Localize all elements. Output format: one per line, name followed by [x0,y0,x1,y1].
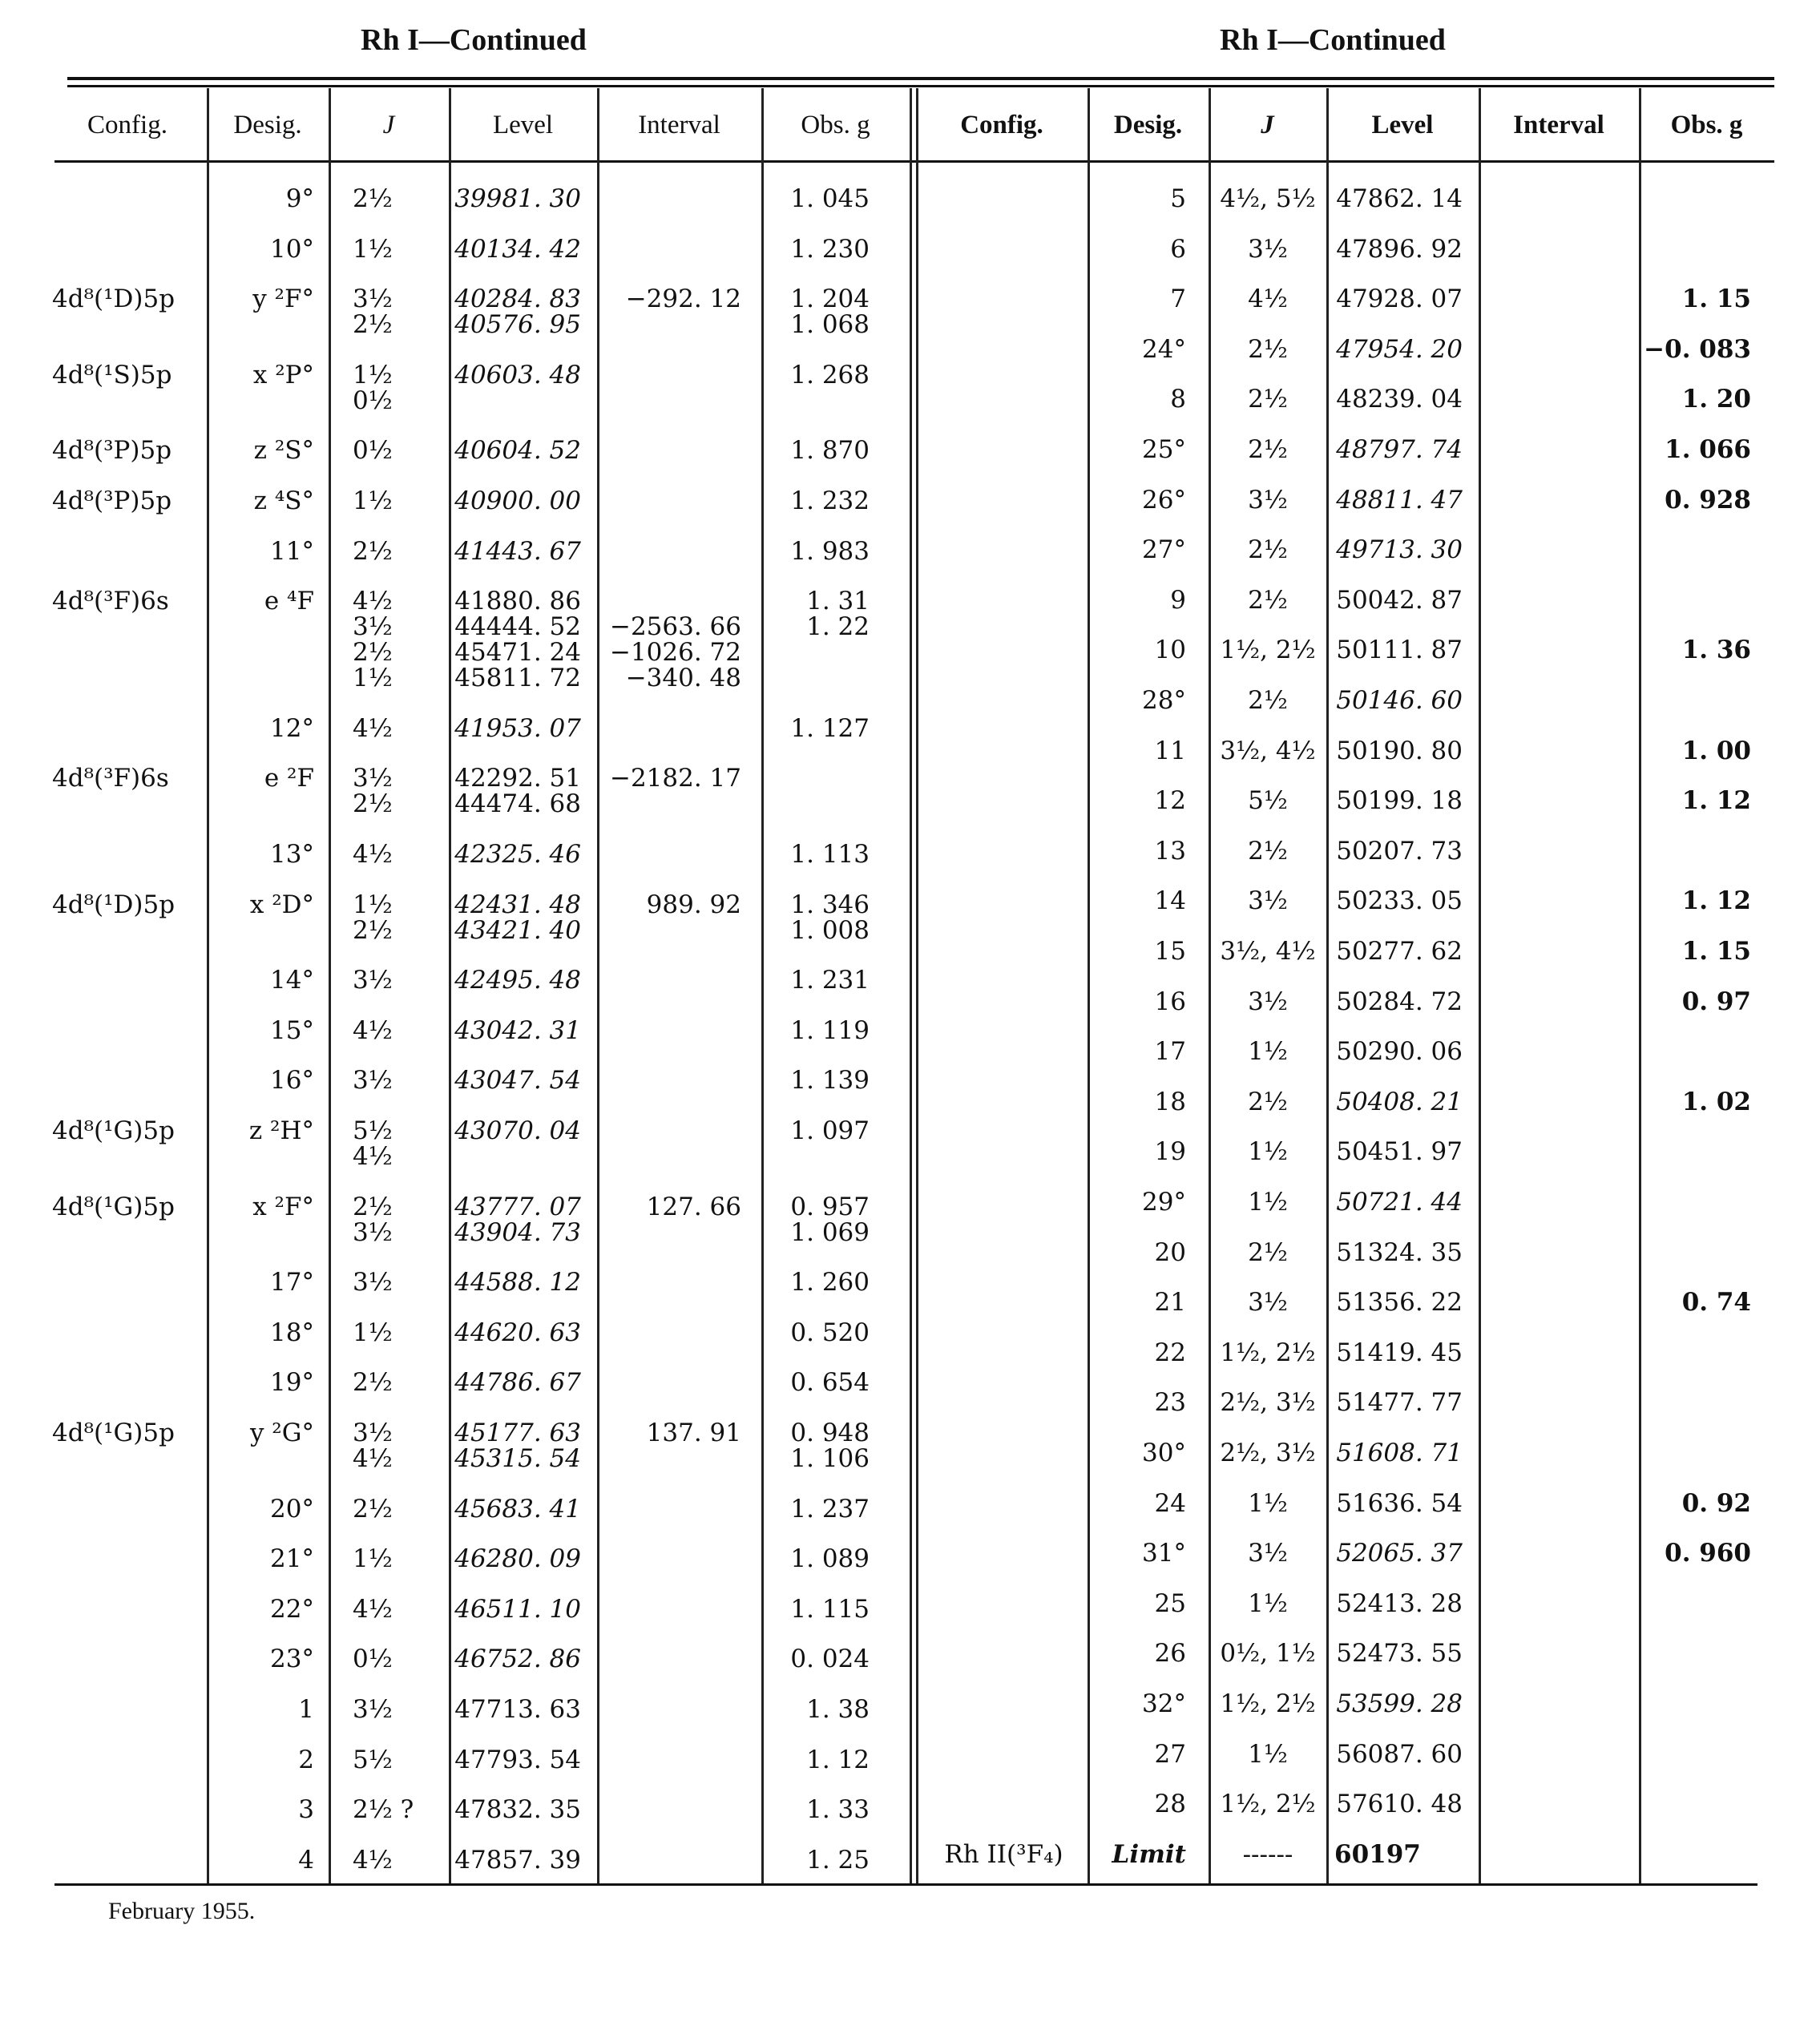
obs-g-cell: 1. 066 [1665,435,1751,464]
obs-g-cell: 1. 12 [1681,786,1751,816]
obs-g-cell: 1. 38 [806,1695,870,1724]
left-table-title: Rh I—Continued [361,23,587,57]
level-cell: 50290. 06 [1336,1037,1463,1067]
j-cell: 3½, 4½ [1220,736,1316,765]
desig-cell: y ²G° [249,1419,314,1447]
level-cell: 51324. 35 [1336,1237,1463,1267]
desig-cell: 19° [270,1368,314,1398]
j-cell: 3½ [353,1268,393,1298]
desig-cell: 28° [1142,686,1186,715]
desig-cell: 27° [1142,535,1186,565]
level-cell: 41880. 86 44444. 52 45471. 24 45811. 72 [454,587,581,693]
obs-g-cell: 0. 74 [1681,1288,1751,1318]
j-cell: 3½ [1248,1539,1288,1568]
level-cell: 47793. 54 [454,1745,581,1774]
desig-cell: 27 [1154,1739,1186,1769]
left-header-j: J [382,111,395,139]
desig-cell: 11 [1154,736,1186,765]
j-cell: 1½ 0½ [353,360,393,415]
obs-g-cell: 1. 231 [790,966,870,995]
desig-cell: 12° [270,713,314,743]
right-header-obs-g: Obs. g [1670,111,1743,139]
left-header-level: Level [492,111,554,139]
j-cell: 2½ [1248,535,1288,565]
top-double-rule-1 [67,77,1774,80]
col-divider [1209,88,1211,1883]
obs-g-cell: 0. 960 [1665,1539,1751,1568]
desig-cell: 19 [1154,1137,1186,1167]
obs-g-cell: 1. 230 [790,234,870,264]
j-cell: 2½, 3½ [1220,1439,1316,1467]
level-cell: 44786. 67 [454,1368,581,1398]
j-cell: 3½ [1248,485,1288,515]
level-cell: 46511. 10 [454,1594,581,1624]
config-cell: 4d⁸(¹D)5p [52,890,176,919]
desig-cell: 17° [270,1268,314,1298]
level-cell: 46752. 86 [454,1645,581,1674]
config-cell: 4d⁸(¹G)5p [52,1419,175,1447]
level-cell: 40284. 83 40576. 95 [454,285,581,340]
level-cell: 42431. 48 43421. 40 [454,890,581,945]
obs-g-cell: 1. 260 [790,1268,870,1298]
center-double-divider-a [910,88,912,1883]
level-cell: 51608. 71 [1336,1439,1463,1467]
j-cell: 3½ [353,1695,393,1724]
desig-cell: x ²D° [249,890,314,919]
desig-cell: 24 [1154,1488,1186,1518]
desig-cell: 28 [1154,1790,1186,1819]
j-cell: 3½ 2½ [353,285,393,340]
j-cell: 3½ [353,1066,393,1096]
desig-cell: 22° [270,1594,314,1624]
interval-cell: 137. 91 [646,1419,741,1447]
level-cell: 45177. 63 45315. 54 [454,1419,581,1473]
level-cell: 46280. 09 [454,1544,581,1574]
j-cell: 2½ [353,536,393,566]
j-cell: 4½ [353,840,393,869]
obs-g-cell: 1. 045 [790,184,870,213]
j-cell: 3½ 4½ [353,1419,393,1473]
j-cell: 4½ 3½ 2½ 1½ [353,587,393,693]
j-cell: 2½ [1248,385,1288,414]
level-cell: 42495. 48 [454,966,581,995]
desig-cell: 4 [298,1845,314,1875]
level-cell: 60197 [1334,1839,1421,1869]
j-cell: 1½ [353,234,393,264]
level-cell: 50284. 72 [1336,987,1463,1016]
j-cell: 2½ [1248,1087,1288,1116]
obs-g-cell: 1. 115 [790,1594,870,1624]
j-cell: 5½ 4½ [353,1116,393,1171]
desig-cell: 13 [1154,836,1186,866]
obs-g-cell: 1. 00 [1681,736,1751,765]
j-cell: 1½ [1248,1488,1288,1518]
j-cell: 2½ 3½ [353,1192,393,1247]
level-cell: 47954. 20 [1336,334,1463,364]
left-header-config: Config. [87,111,167,139]
j-cell: 1½ [1248,1739,1288,1769]
j-cell: 4½ [353,1594,393,1624]
level-cell: 52473. 55 [1336,1639,1463,1669]
j-cell: 4½ [353,1845,393,1875]
level-cell: 47832. 35 [454,1795,581,1825]
col-divider [1326,88,1329,1883]
j-cell: 1½, 2½ [1220,1338,1316,1367]
desig-cell: 14° [270,966,314,995]
j-cell: 1½ [1248,1188,1288,1217]
level-cell: 50146. 60 [1336,686,1463,715]
obs-g-cell: −0. 083 [1644,334,1751,364]
j-cell: 0½ [353,1645,393,1674]
desig-cell: 14 [1154,886,1186,916]
desig-cell: x ²P° [252,360,314,389]
j-cell: 1½ [353,1544,393,1574]
level-cell: 50042. 87 [1336,585,1463,615]
j-cell: 1½ [1248,1137,1288,1167]
level-cell: 45683. 41 [454,1494,581,1524]
j-cell: 0½, 1½ [1220,1639,1316,1669]
level-cell: 51636. 54 [1336,1488,1463,1518]
right-header-config: Config. [960,111,1043,139]
desig-cell: 10° [270,234,314,264]
desig-cell: 23 [1154,1388,1186,1418]
col-divider [449,88,451,1883]
level-cell: 57610. 48 [1336,1790,1463,1819]
desig-cell: 9 [1170,585,1186,615]
j-cell: 1½, 2½ [1220,1689,1316,1718]
left-header-obs-g: Obs. g [801,111,870,139]
j-cell: 3½ [1248,1288,1288,1318]
level-cell: 42292. 51 44474. 68 [454,764,581,819]
desig-cell: Limit [1112,1839,1186,1869]
desig-cell: 31° [1142,1539,1186,1568]
level-cell: 50111. 87 [1336,636,1463,665]
right-header-j: J [1261,111,1274,139]
desig-cell: 2 [298,1745,314,1774]
j-cell: 2½ [1248,435,1288,464]
j-cell: 1½ [1248,1037,1288,1067]
level-cell: 39981. 30 [454,184,581,213]
level-cell: 47713. 63 [454,1695,581,1724]
level-cell: 41953. 07 [454,713,581,743]
desig-cell: 30° [1142,1439,1186,1467]
desig-cell: z ⁴S° [253,486,314,515]
obs-g-cell: 1. 12 [806,1745,870,1774]
desig-cell: 12 [1154,786,1186,816]
level-cell: 40604. 52 [454,436,581,466]
desig-cell: 26 [1154,1639,1186,1669]
config-cell: 4d⁸(¹S)5p [52,360,172,389]
level-cell: 40134. 42 [454,234,581,264]
desig-cell: 3 [298,1795,314,1825]
j-cell: 4½ [353,1015,393,1045]
j-cell: 5½ [353,1745,393,1774]
level-cell: 44620. 63 [454,1318,581,1347]
level-cell: 51419. 45 [1336,1338,1463,1367]
obs-g-cell: 1. 268 [790,360,870,389]
desig-cell: 16 [1154,987,1186,1016]
level-cell: 48797. 74 [1336,435,1463,464]
j-cell: 3½ [1248,234,1288,264]
desig-cell: 6 [1170,234,1186,264]
interval-cell: 127. 66 [646,1192,741,1221]
desig-cell: 15° [270,1015,314,1045]
level-cell: 52065. 37 [1336,1539,1463,1568]
right-header-interval: Interval [1513,111,1604,139]
desig-cell: x ²F° [252,1192,314,1221]
level-cell: 40603. 48 [454,360,581,389]
level-cell: 50190. 80 [1336,736,1463,765]
level-cell: 51356. 22 [1336,1288,1463,1318]
col-divider [207,88,209,1883]
obs-g-cell: 0. 957 1. 069 [790,1192,870,1247]
obs-g-cell: 1. 113 [790,840,870,869]
desig-cell: 18 [1154,1087,1186,1116]
config-cell: 4d⁸(³P)5p [52,486,172,515]
desig-cell: 24° [1142,334,1186,364]
level-cell: 47862. 14 [1336,184,1463,213]
j-cell: 2½ [1248,334,1288,364]
obs-g-cell: 1. 204 1. 068 [790,285,870,340]
obs-g-cell: 0. 92 [1681,1488,1751,1518]
interval-cell: −2182. 17 [609,764,741,793]
desig-cell: 32° [1142,1689,1186,1718]
col-divider [1479,88,1481,1883]
obs-g-cell: 1. 15 [1681,937,1751,966]
level-cell: 50199. 18 [1336,786,1463,816]
obs-g-cell: 1. 33 [806,1795,870,1825]
j-cell: 1½ [353,486,393,515]
desig-cell: 20° [270,1494,314,1524]
bottom-rule [54,1883,1757,1886]
col-divider [329,88,331,1883]
desig-cell: y ²F° [252,285,314,314]
desig-cell: 21 [1154,1288,1186,1318]
level-cell: 50207. 73 [1336,836,1463,866]
obs-g-cell: 1. 983 [790,536,870,566]
desig-cell: 20 [1154,1237,1186,1267]
desig-cell: 17 [1154,1037,1186,1067]
right-header-desig: Desig. [1113,111,1183,139]
right-table-title: Rh I—Continued [1220,23,1446,57]
j-cell: 1½ 2½ [353,890,393,945]
level-cell: 53599. 28 [1336,1689,1463,1718]
j-cell: 2½ ? [353,1795,414,1825]
obs-g-cell: 1. 237 [790,1494,870,1524]
desig-cell: 1 [298,1695,314,1724]
desig-cell: z ²S° [253,436,314,466]
config-cell: 4d⁸(³P)5p [52,436,172,466]
j-cell: 2½ [1248,686,1288,715]
desig-cell: 23° [270,1645,314,1674]
desig-cell: 25° [1142,435,1186,464]
obs-g-cell: 1. 346 1. 008 [790,890,870,945]
desig-cell: 5 [1170,184,1186,213]
j-cell: 1½ [353,1318,393,1347]
obs-g-cell: 1. 127 [790,713,870,743]
interval-cell: −292. 12 [625,285,741,314]
j-cell: 2½ [1248,585,1288,615]
level-cell: 47928. 07 [1336,285,1463,314]
config-cell: 4d⁸(¹D)5p [52,285,176,314]
col-divider [1639,88,1641,1883]
j-cell: 5½ [1248,786,1288,816]
level-cell: 56087. 60 [1336,1739,1463,1769]
obs-g-cell: 0. 97 [1681,987,1751,1016]
j-cell: 1½, 2½ [1220,636,1316,665]
config-cell: Rh II(³F₄) [944,1839,1063,1869]
j-cell: 3½ [1248,886,1288,916]
level-cell: 42325. 46 [454,840,581,869]
footer-date: February 1955. [108,1898,256,1924]
desig-cell: 11° [270,536,314,566]
obs-g-cell: 1. 232 [790,486,870,515]
obs-g-cell: 1. 31 1. 22 [806,587,870,642]
level-cell: 50451. 97 [1336,1137,1463,1167]
obs-g-cell: 1. 139 [790,1066,870,1096]
j-cell: 3½, 4½ [1220,937,1316,966]
level-cell: 48239. 04 [1336,385,1463,414]
level-cell: 43070. 04 [454,1116,581,1145]
interval-cell: −2563. 66 −1026. 72 −340. 48 [609,612,741,693]
desig-cell: 10 [1154,636,1186,665]
col-divider [761,88,764,1883]
desig-cell: 29° [1142,1188,1186,1217]
obs-g-cell: 0. 654 [790,1368,870,1398]
desig-cell: 13° [270,840,314,869]
desig-cell: 18° [270,1318,314,1347]
level-cell: 43042. 31 [454,1015,581,1045]
j-cell: 1½, 2½ [1220,1790,1316,1819]
center-double-divider-b [916,88,918,1883]
level-cell: 51477. 77 [1336,1388,1463,1418]
desig-cell: 7 [1170,285,1186,314]
desig-cell: e ⁴F [264,587,314,616]
right-header-level: Level [1371,111,1434,139]
obs-g-cell: 0. 948 1. 106 [790,1419,870,1473]
level-cell: 43047. 54 [454,1066,581,1096]
level-cell: 48811. 47 [1336,485,1463,515]
interval-cell: 989. 92 [646,890,741,919]
level-cell: 52413. 28 [1336,1588,1463,1618]
j-cell: 1½ [1248,1588,1288,1618]
col-divider [597,88,599,1883]
desig-cell: 21° [270,1544,314,1574]
top-double-rule-2 [67,85,1774,87]
level-cell: 50233. 05 [1336,886,1463,916]
obs-g-cell: 1. 36 [1681,636,1751,665]
j-cell: 3½ 2½ [353,764,393,819]
obs-g-cell: 1. 02 [1681,1087,1751,1116]
j-cell: 2½, 3½ [1220,1388,1316,1418]
level-cell: 47896. 92 [1336,234,1463,264]
config-cell: 4d⁸(¹G)5p [52,1116,175,1145]
desig-cell: 9° [285,184,314,213]
j-cell: 4½ [1248,285,1288,314]
obs-g-cell: 1. 25 [806,1845,870,1875]
obs-g-cell: 1. 119 [790,1015,870,1045]
config-cell: 4d⁸(³F)6s [52,764,169,793]
level-cell: 50277. 62 [1336,937,1463,966]
obs-g-cell: 1. 20 [1681,385,1751,414]
desig-cell: 8 [1170,385,1186,414]
obs-g-cell: 1. 12 [1681,886,1751,916]
level-cell: 40900. 00 [454,486,581,515]
obs-g-cell: 0. 520 [790,1318,870,1347]
j-cell: 3½ [353,966,393,995]
j-cell: 3½ [1248,987,1288,1016]
level-cell: 43777. 07 43904. 73 [454,1192,581,1247]
level-cell: 44588. 12 [454,1268,581,1298]
level-cell: 49713. 30 [1336,535,1463,565]
desig-cell: z ²H° [248,1116,314,1145]
desig-cell: 26° [1142,485,1186,515]
left-header-desig: Desig. [233,111,302,139]
desig-cell: e ²F [264,764,314,793]
j-cell: 2½ [353,184,393,213]
j-cell: 2½ [1248,1237,1288,1267]
config-cell: 4d⁸(¹G)5p [52,1192,175,1221]
obs-g-cell: 1. 870 [790,436,870,466]
obs-g-cell: 1. 089 [790,1544,870,1574]
obs-g-cell: 0. 024 [790,1645,870,1674]
header-rule [54,160,1774,163]
left-header-interval: Interval [638,111,720,139]
j-cell: 2½ [1248,836,1288,866]
j-cell: 4½, 5½ [1220,184,1316,213]
desig-cell: 16° [270,1066,314,1096]
obs-g-cell: 1. 097 [790,1116,870,1145]
level-cell: 41443. 67 [454,536,581,566]
level-cell: 50721. 44 [1336,1188,1463,1217]
level-cell: 50408. 21 [1336,1087,1463,1116]
j-cell: 2½ [353,1368,393,1398]
j-cell: ------ [1242,1839,1293,1869]
obs-g-cell: 1. 15 [1681,285,1751,314]
desig-cell: 22 [1154,1338,1186,1367]
j-cell: 0½ [353,436,393,466]
config-cell: 4d⁸(³F)6s [52,587,169,616]
j-cell: 2½ [353,1494,393,1524]
desig-cell: 25 [1154,1588,1186,1618]
level-cell: 47857. 39 [454,1845,581,1875]
obs-g-cell: 0. 928 [1665,485,1751,515]
desig-cell: 15 [1154,937,1186,966]
j-cell: 4½ [353,713,393,743]
